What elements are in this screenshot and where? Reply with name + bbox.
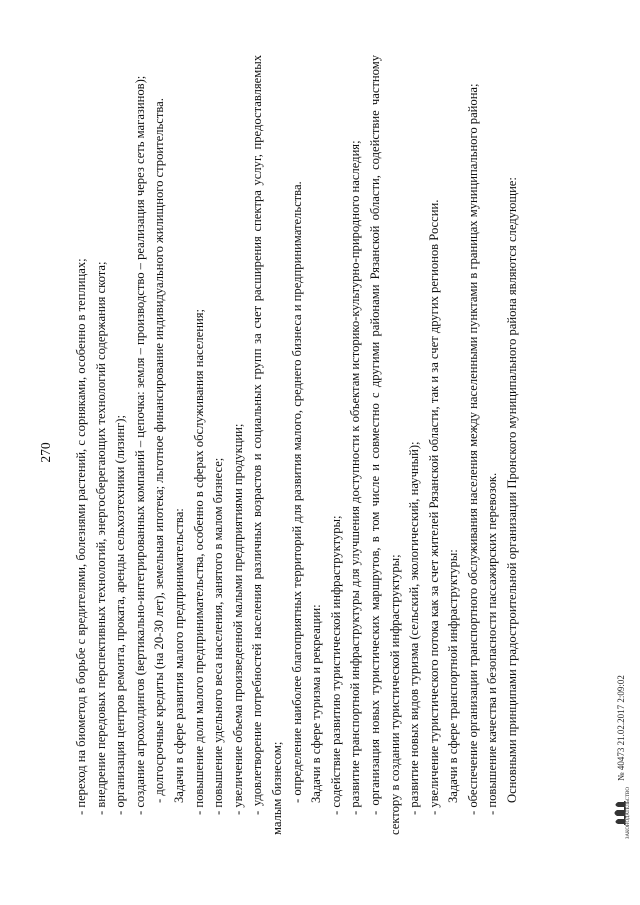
text-line: - повышение доли малого предпринимательства, особенно в сферах обслуживания населения; [191, 308, 206, 815]
stamp-text: № 40473 21.02.2017 2:09:02 [616, 675, 626, 781]
registration-stamp [612, 675, 631, 839]
document-body [72, 55, 523, 835]
text-line: - переход на биометод в борьбе с вредителями, болезнями растений, с сорняками, особенно в теплицах; [74, 258, 88, 815]
text-line: - увеличение объема произведенной малыми предприятиями продукции; [230, 423, 245, 815]
text-line: - организация центров ремонта, проката, аренды сельхозтехники (лизинг); [113, 415, 128, 815]
text-line: - долгосрочные кредиты (на 20-30 лет), земельная ипотека; льготное финансирование индивидуального жилищного строительства. [152, 98, 167, 803]
text-line: - повышение качества и безопасности пассажирских перевозок. [485, 472, 500, 815]
text-line: Задачи в сфере туризма и рекреации: [309, 604, 324, 803]
text-line: - развитие новых видов туризма (сельский, экологический, научный); [407, 441, 422, 815]
text-line: Задачи в сфере развития малого предпринимательства: [171, 508, 186, 803]
text-line: - повышение удельного веса населения, занятого в малом бизнесе; [211, 457, 226, 815]
text-line: - удовлетворение потребностей населения различных возрастов и социальных групп за счет расширения спектра услуг, предоставляемых малым бизнесом; [250, 55, 284, 835]
text-line: - создание агрохолдингов (вертикально-интегрированных компаний – цепочка: земля – производство – реализация через сеть магазинов); [132, 75, 147, 815]
text-line: - развитие транспортной инфраструктуры для улучшения доступности к объектам историко-культурно-природного наследия; [348, 140, 363, 815]
text-line: Основными принципами градостроительной организации Пронского муниципального района являются следующие: [505, 177, 520, 803]
stamp-icon [612, 787, 631, 839]
text-line: - содействие развитию туристической инфраструктуры; [328, 515, 343, 815]
page-number: 270 [38, 442, 53, 463]
stamp-label: ЗАКОНОДАТЕЛЬСТВО [626, 786, 631, 839]
text-line: - увеличение туристического потока как за счет жителей Рязанской области, так и за счет других регионов России. [426, 199, 441, 815]
text-line: - внедрение передовых перспективных технологий, энергосберегающих технологий содержания скота; [93, 261, 108, 815]
text-line: - обеспечение организации транспортного обслуживания населения между населенными пунктами в границах муниципального района; [465, 83, 480, 815]
text-line: - определение наиболее благоприятных территорий для развития малого, среднего бизнеса и предпринимательства. [289, 181, 304, 803]
text-line: Задачи в сфере транспортной инфраструктуры: [446, 549, 461, 803]
text-line: - организация новых туристических маршрутов, в том числе и совместно с другими районами Рязанской области, содействие частному сектору в создании туристической инфраструктуры; [367, 55, 402, 835]
